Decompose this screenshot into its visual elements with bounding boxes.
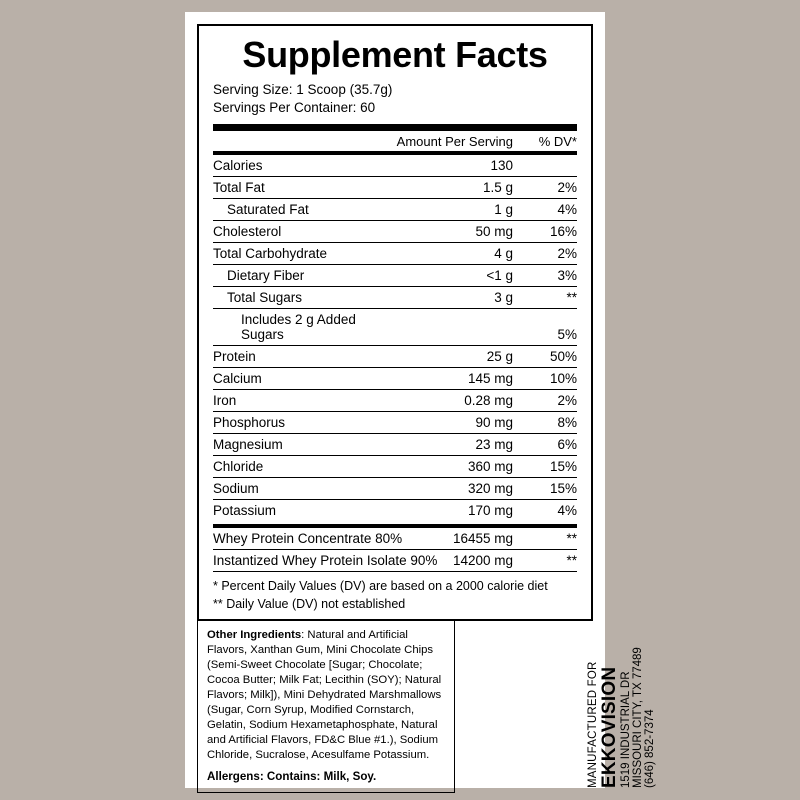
manufacturer-block bbox=[455, 620, 657, 793]
manufacturer-phone: (646) 852-7374 bbox=[644, 709, 657, 788]
table-row bbox=[213, 412, 577, 434]
footnotes bbox=[213, 572, 577, 613]
nutrient-dv: 16% bbox=[531, 221, 577, 243]
serving-size-line: Serving Size: 1 Scoop (35.7g) bbox=[213, 81, 393, 97]
allergens-line: Allergens: Contains: Milk, Soy. bbox=[207, 770, 377, 784]
nutrient-name: Dietary Fiber bbox=[213, 265, 397, 287]
table-row bbox=[213, 221, 577, 243]
servings-per-container-line: Servings Per Container: 60 bbox=[213, 100, 376, 116]
table-row bbox=[213, 265, 577, 287]
nutrient-dv bbox=[531, 153, 577, 177]
blend-name: Instantized Whey Protein Isolate 90% bbox=[213, 550, 449, 572]
header-percent-dv: % DV* bbox=[531, 131, 577, 153]
nutrient-dv: 2% bbox=[531, 390, 577, 412]
nutrient-name: Sodium bbox=[213, 478, 397, 500]
blend-dv: ** bbox=[531, 528, 577, 550]
nutrient-amount: 145 mg bbox=[397, 368, 531, 390]
nutrient-amount: 4 g bbox=[397, 243, 531, 265]
page-title: Supplement Facts bbox=[242, 34, 548, 75]
brand-name: EKKOVISION bbox=[599, 666, 620, 788]
manufacturer-rotated-text bbox=[587, 620, 719, 788]
header-blank bbox=[213, 131, 397, 153]
table-row bbox=[213, 309, 577, 346]
table-row bbox=[213, 478, 577, 500]
nutrient-dv: 8% bbox=[531, 412, 577, 434]
header-amount-per-serving: Amount Per Serving bbox=[397, 131, 531, 153]
nutrient-dv: 2% bbox=[531, 177, 577, 199]
nutrient-amount: 3 g bbox=[397, 287, 531, 309]
table-row bbox=[213, 500, 577, 522]
blend-amount: 16455 mg bbox=[449, 528, 531, 550]
nutrient-dv: 5% bbox=[531, 309, 577, 346]
nutrient-name: Total Carbohydrate bbox=[213, 243, 397, 265]
nutrient-dv: 6% bbox=[531, 434, 577, 456]
bottom-section bbox=[197, 620, 657, 793]
nutrient-name: Calories bbox=[213, 153, 397, 177]
nutrient-dv: 15% bbox=[531, 478, 577, 500]
ingredients-paragraph bbox=[207, 628, 446, 763]
nutrient-amount: <1 g bbox=[397, 265, 531, 287]
nutrient-name: Total Fat bbox=[213, 177, 397, 199]
table-row bbox=[213, 243, 577, 265]
table-row bbox=[213, 550, 577, 572]
other-ingredients-box bbox=[197, 620, 455, 793]
table-row bbox=[213, 177, 577, 199]
nutrient-name: Includes 2 g Added Sugars bbox=[213, 309, 397, 346]
nutrient-amount: 360 mg bbox=[397, 456, 531, 478]
divider-thick-top bbox=[213, 124, 577, 131]
nutrient-name: Iron bbox=[213, 390, 397, 412]
blend-name: Whey Protein Concentrate 80% bbox=[213, 528, 449, 550]
nutrient-name: Cholesterol bbox=[213, 221, 397, 243]
table-row bbox=[213, 287, 577, 309]
nutrient-name: Saturated Fat bbox=[213, 199, 397, 221]
manufacturer-address: 1519 INDUSTRIAL DR bbox=[620, 671, 633, 788]
nutrient-dv: 10% bbox=[531, 368, 577, 390]
nutrient-amount: 170 mg bbox=[467, 503, 513, 519]
nutrient-name: Calcium bbox=[213, 368, 397, 390]
nutrient-name: Phosphorus bbox=[213, 412, 397, 434]
table-row bbox=[213, 346, 577, 368]
nutrient-dv: 15% bbox=[531, 456, 577, 478]
table-row bbox=[213, 528, 577, 550]
blend-dv: ** bbox=[531, 550, 577, 572]
nutrient-amount: 90 mg bbox=[397, 412, 531, 434]
nutrient-amount: 130 bbox=[397, 153, 531, 177]
table-row bbox=[213, 199, 577, 221]
ingredients-body: : Natural and Artificial Flavors, Xanthan Gum, Mini Chocolate Chips (Semi-Sweet Chocolate [Sugar; Chocolate; Cocoa Butter; Milk Fat; Lecithin (SOY); Natural Flavors; Milk]), Mini Dehydrated Marshmallows (Sugar, Corn Syrup, Modified Cornstarch, Gelatin, Sodium Hexametaphosphate, Natural and Artificial Flavors, FD&C Blue #1.), Sodium Chloride, Sucralose, Acesulfame Potassium. bbox=[207, 629, 442, 762]
nutrient-name: Magnesium bbox=[213, 434, 397, 456]
blend-amount: 14200 mg bbox=[449, 550, 531, 572]
nutrient-dv: 2% bbox=[531, 243, 577, 265]
table-row bbox=[213, 153, 577, 177]
nutrition-label-card bbox=[185, 12, 657, 788]
nutrient-name: Chloride bbox=[213, 456, 397, 478]
table-row bbox=[213, 368, 577, 390]
nutrient-name: Total Sugars bbox=[213, 287, 397, 309]
nutrient-name: Protein bbox=[213, 346, 397, 368]
nutrient-dv: 3% bbox=[531, 265, 577, 287]
table-row bbox=[213, 434, 577, 456]
nutrient-amount: 1 g bbox=[397, 199, 531, 221]
nutrient-name: Potassium bbox=[213, 503, 277, 519]
nutrient-dv: 50% bbox=[531, 346, 577, 368]
protein-blend-table bbox=[213, 528, 577, 572]
table-header-row bbox=[213, 131, 577, 153]
nutrient-amount: 25 g bbox=[397, 346, 531, 368]
nutrient-amount: 50 mg bbox=[397, 221, 531, 243]
nutrient-amount: 1.5 g bbox=[397, 177, 531, 199]
table-row bbox=[213, 456, 577, 478]
supplement-facts-panel bbox=[197, 24, 593, 621]
manufacturer-city-state: MISSOURI CITY, TX 77489 bbox=[632, 647, 645, 788]
nutrient-amount: 23 mg bbox=[397, 434, 531, 456]
nutrient-dv: 4% bbox=[531, 199, 577, 221]
nutrient-amount bbox=[397, 309, 531, 346]
manufactured-for-label: MANUFACTURED FOR bbox=[587, 661, 599, 788]
nutrient-amount: 320 mg bbox=[397, 478, 531, 500]
table-row bbox=[213, 390, 577, 412]
nutrient-dv: 4% bbox=[557, 503, 577, 519]
footnote-dv-not-established: ** Daily Value (DV) not established bbox=[213, 597, 406, 612]
ingredients-heading: Other Ingredients bbox=[207, 629, 302, 641]
nutrient-amount: 0.28 mg bbox=[397, 390, 531, 412]
footnote-percent-dv: * Percent Daily Values (DV) are based on a 2000 calorie diet bbox=[213, 579, 548, 594]
nutrient-dv: ** bbox=[531, 287, 577, 309]
nutrition-table bbox=[213, 131, 577, 521]
